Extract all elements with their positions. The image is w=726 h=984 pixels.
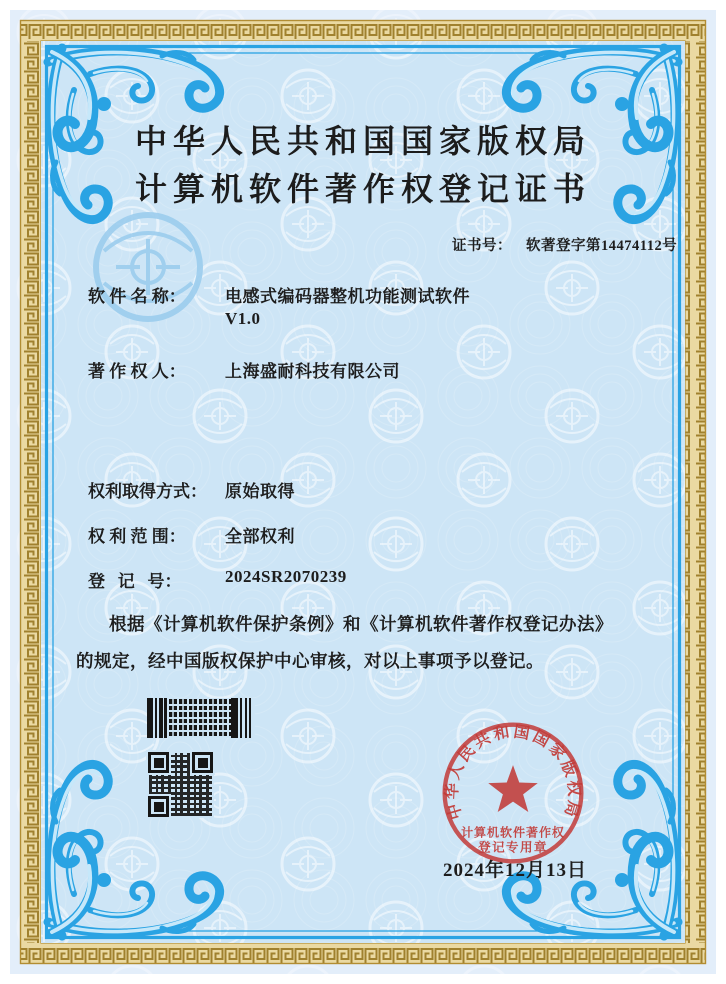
field-label-acquisition-method: 权利取得方式： — [88, 482, 207, 501]
star-icon — [488, 765, 537, 812]
field-label-registration-number: 登 记 号： — [88, 572, 182, 591]
barcode-start-bars — [147, 698, 167, 738]
seal-caption-line2: 登记专用章 — [478, 840, 548, 855]
issuer-title: 中华人民共和国国家版权局 — [134, 123, 591, 159]
certificate-number — [452, 234, 677, 255]
field-value-software-version: V1.0 — [225, 309, 261, 328]
field-value-rights-scope: 全部权利 — [225, 527, 295, 546]
field-value-copyright-owner: 上海盛耐科技有限公司 — [225, 362, 400, 381]
seal-ring-text: 中华人民共和国国家版权局 — [443, 723, 583, 822]
field-value-acquisition-method: 原始取得 — [225, 482, 295, 501]
field-value-registration-number: 2024SR2070239 — [225, 567, 347, 586]
qr-finder-top-left — [148, 752, 169, 773]
qr-code — [147, 751, 214, 818]
barcode-data-region — [167, 698, 231, 738]
registration-statement: 根据《计算机软件保护条例》和《计算机软件著作权登记办法》的规定，经中国版权保护中心审核，对以上事项予以登记。 — [76, 614, 613, 671]
field-label-copyright-owner: 著 作 权 人： — [88, 362, 186, 381]
qr-finder-top-right — [192, 752, 213, 773]
barcode — [147, 698, 255, 738]
field-label-rights-scope: 权 利 范 围： — [88, 527, 186, 546]
field-label-software-name: 软 件 名 称： — [88, 287, 186, 306]
qr-finder-bottom-left — [148, 796, 169, 817]
certificate-number-label: 证书号： — [452, 238, 512, 254]
field-value-software-name: 电感式编码器整机功能测试软件 — [225, 287, 470, 306]
document-title: 计算机软件著作权登记证书 — [134, 171, 591, 207]
seal-caption-line1: 计算机软件著作权 — [461, 825, 565, 840]
barcode-stop-bars — [231, 698, 255, 738]
issue-date: 2024年12月13日 — [443, 860, 588, 881]
official-seal — [436, 716, 590, 870]
certificate-number-value: 软著登字第14474112号 — [526, 238, 678, 254]
